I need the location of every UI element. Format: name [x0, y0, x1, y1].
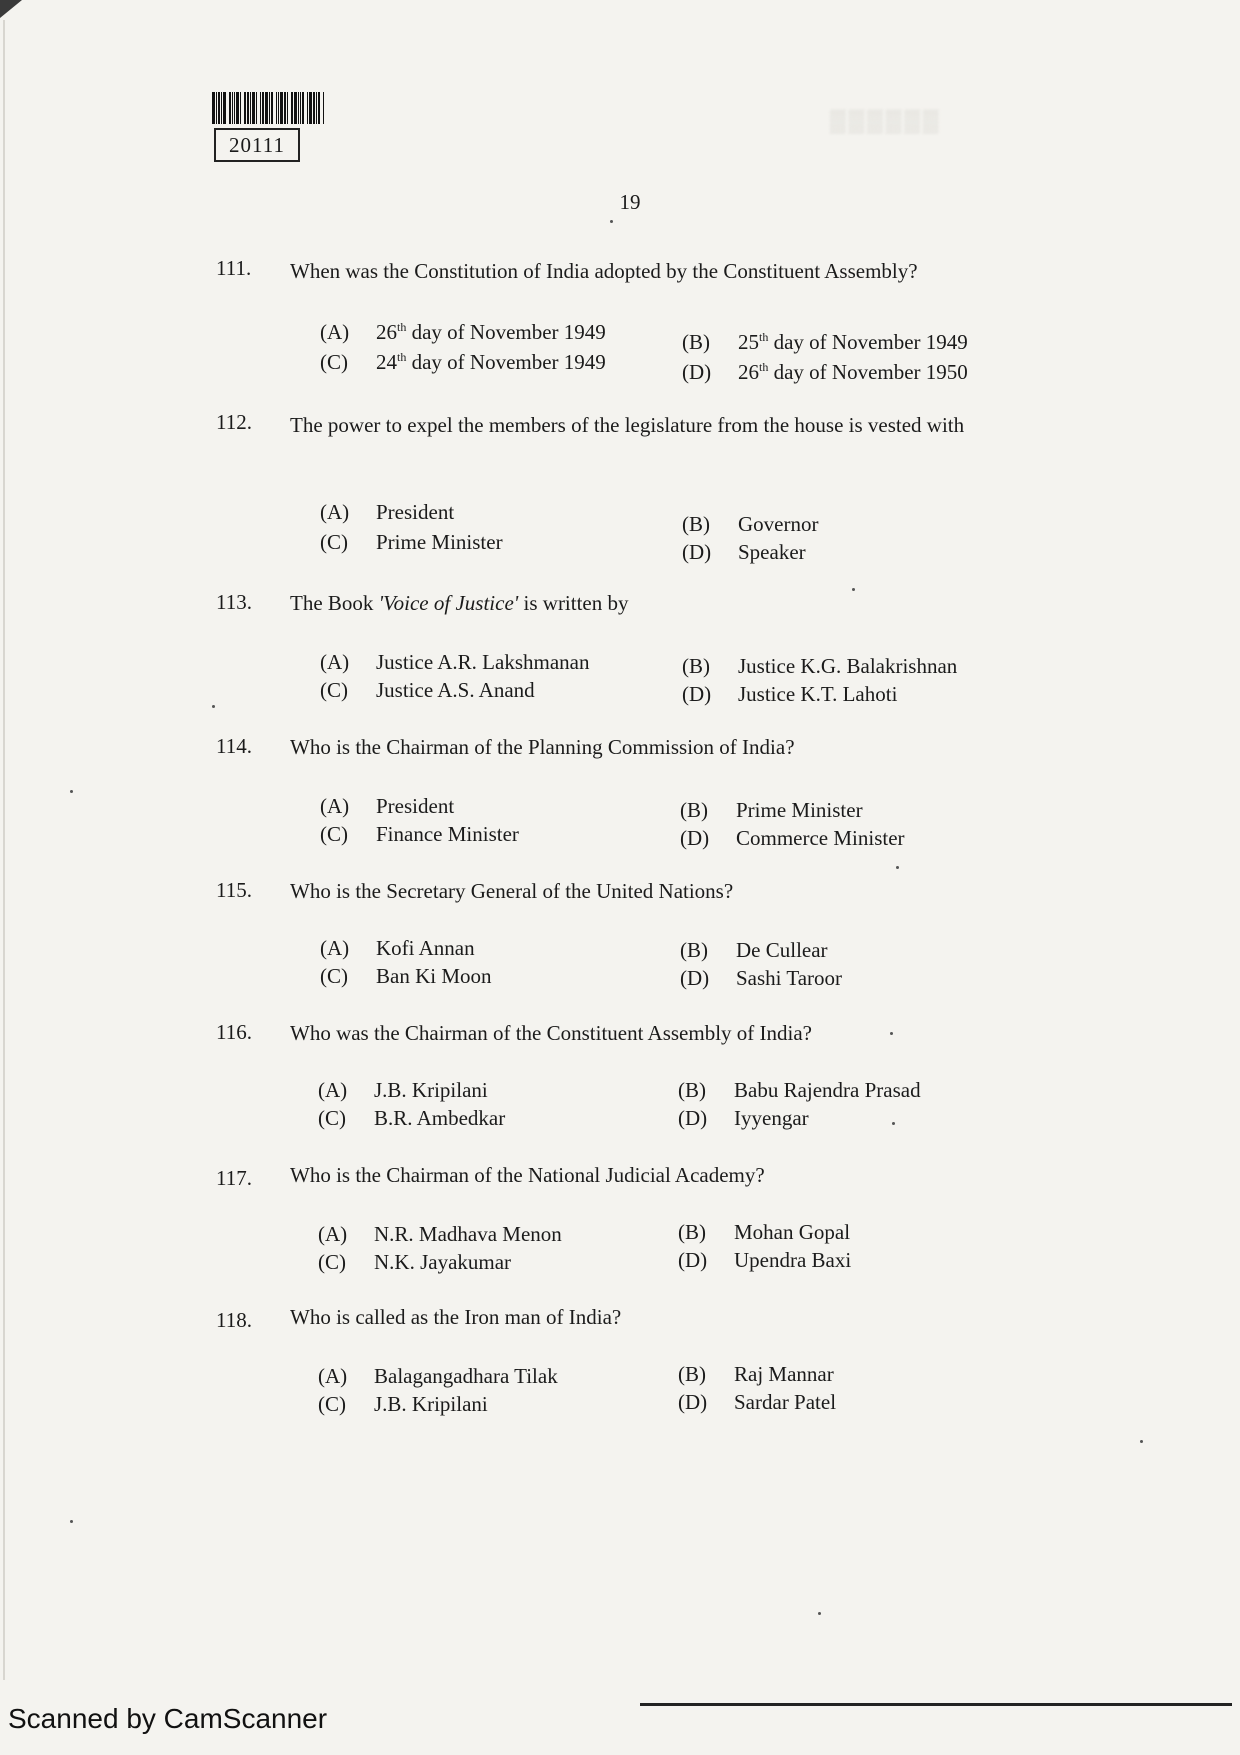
- barcode-bar: [223, 92, 226, 124]
- option-b: (B) 25th day of November 1949: [682, 330, 968, 354]
- option-c: (C) Ban Ki Moon: [320, 964, 492, 988]
- option-c: (C) 24th day of November 1949: [320, 350, 606, 374]
- barcode-bar: [236, 92, 239, 124]
- question-text: The Book 'Voice of Justice' is written by: [290, 591, 629, 615]
- barcode-bar: [250, 92, 251, 124]
- barcode-bar: [271, 92, 273, 124]
- option-c: (C) Justice A.S. Anand: [320, 678, 535, 702]
- barcode-bar: [247, 92, 249, 124]
- option-a: (A) 26th day of November 1949: [320, 320, 606, 344]
- barcode-bar: [212, 92, 215, 124]
- option-a: (A) Balagangadhara Tilak: [318, 1364, 558, 1388]
- question-number: 117.: [216, 1166, 252, 1190]
- option-a: (A) J.B. Kripilani: [318, 1078, 488, 1102]
- option-c: (C) Finance Minister: [320, 822, 519, 846]
- barcode-bar: [323, 92, 324, 124]
- barcode-bar: [298, 92, 299, 124]
- barcode-bar: [291, 92, 293, 124]
- barcode-bar: [309, 92, 312, 124]
- barcode-bar: [229, 92, 231, 124]
- option-b: (B) Governor: [682, 512, 819, 536]
- question-text: When was the Constitution of India adopted by the Constituent Assembly?: [290, 259, 918, 283]
- barcode-bar: [316, 92, 317, 124]
- option-a: (A) N.R. Madhava Menon: [318, 1222, 562, 1246]
- option-d: (D) 26th day of November 1950: [682, 360, 968, 384]
- barcode: [212, 92, 374, 124]
- question-number: 114.: [216, 734, 252, 758]
- page-edge: [3, 20, 5, 1680]
- question-text: Who is the Secretary General of the United Nations?: [290, 879, 734, 903]
- barcode-bar: [262, 92, 264, 124]
- option-a: (A) Justice A.R. Lakshmanan: [320, 650, 590, 674]
- scan-speck: [212, 705, 215, 708]
- barcode-bar: [218, 92, 220, 124]
- option-c: (C) N.K. Jayakumar: [318, 1250, 512, 1274]
- barcode-bar: [240, 92, 241, 124]
- option-c: (C) Prime Minister: [320, 530, 503, 554]
- question-number: 115.: [216, 878, 252, 902]
- option-d: (D) Sashi Taroor: [680, 966, 843, 990]
- barcode-bar: [260, 92, 261, 124]
- scan-speck: [896, 866, 899, 869]
- barcode-bar: [280, 92, 283, 124]
- barcode-bar: [287, 92, 288, 124]
- question-text: Who is the Chairman of the Planning Commission of India?: [290, 735, 795, 759]
- option-b: (B) Babu Rajendra Prasad: [678, 1078, 921, 1102]
- barcode-bar: [318, 92, 320, 124]
- option-a: (A) President: [320, 500, 455, 524]
- barcode-bar: [234, 92, 235, 124]
- question-number: 111.: [216, 256, 252, 280]
- scan-speck: [70, 790, 73, 793]
- camscanner-watermark: Scanned by CamScanner: [8, 1703, 328, 1734]
- scan-speck: [890, 1032, 893, 1035]
- scan-speck: [610, 220, 613, 223]
- option-d: (D) Sardar Patel: [678, 1390, 837, 1414]
- option-b: (B) De Cullear: [680, 938, 828, 962]
- barcode-bar: [307, 92, 308, 124]
- barcode-bar: [313, 92, 315, 124]
- option-b: (B) Justice K.G. Balakrishnan: [682, 654, 958, 678]
- barcode-bar: [284, 92, 286, 124]
- option-b: (B) Raj Mannar: [678, 1362, 834, 1386]
- barcode-bar: [216, 92, 217, 124]
- paper-code: 20111: [214, 128, 300, 162]
- scan-speck: [1140, 1440, 1143, 1443]
- question-number: 118.: [216, 1308, 252, 1332]
- barcode-bar: [244, 92, 246, 124]
- faded-stamp: ▒▒▒▒▒▒: [830, 108, 942, 133]
- barcode-bar: [221, 92, 222, 124]
- folded-corner: [0, 0, 22, 18]
- scan-speck: [818, 1612, 821, 1615]
- option-b: (B) Mohan Gopal: [678, 1220, 851, 1244]
- scan-speck: [70, 1520, 73, 1523]
- question-text: Who is called as the Iron man of India?: [290, 1305, 622, 1329]
- question-text: Who was the Chairman of the Constituent Assembly of India?: [290, 1021, 812, 1045]
- barcode-bar: [256, 92, 257, 124]
- barcode-bar: [232, 92, 233, 124]
- question-number: 116.: [216, 1020, 252, 1044]
- option-a: (A) President: [320, 794, 455, 818]
- option-b: (B) Prime Minister: [680, 798, 863, 822]
- option-d: (D) Iyyengar: [678, 1106, 809, 1130]
- scan-speck: [892, 1122, 895, 1125]
- option-d: (D) Upendra Baxi: [678, 1248, 852, 1272]
- option-d: (D) Commerce Minister: [680, 826, 905, 850]
- question-number: 113.: [216, 590, 252, 614]
- option-c: (C) B.R. Ambedkar: [318, 1106, 506, 1130]
- option-d: (D) Speaker: [682, 540, 806, 564]
- option-d: (D) Justice K.T. Lahoti: [682, 682, 898, 706]
- barcode-bar: [302, 92, 304, 124]
- option-c: (C) J.B. Kripilani: [318, 1392, 488, 1416]
- barcode-bar: [294, 92, 297, 124]
- question-number: 112.: [216, 410, 252, 434]
- barcode-bar: [265, 92, 268, 124]
- question-text: Who is the Chairman of the National Judicial Academy?: [290, 1163, 765, 1187]
- page-number: 19: [619, 190, 641, 214]
- barcode-bar: [252, 92, 255, 124]
- barcode-bar: [300, 92, 301, 124]
- barcode-bar: [276, 92, 277, 124]
- option-a: (A) Kofi Annan: [320, 936, 475, 960]
- bottom-rule: [640, 1703, 1232, 1706]
- barcode-bar: [269, 92, 270, 124]
- barcode-bar: [278, 92, 279, 124]
- question-text: The power to expel the members of the legislature from the house is vested with: [290, 413, 965, 437]
- scan-speck: [852, 588, 855, 591]
